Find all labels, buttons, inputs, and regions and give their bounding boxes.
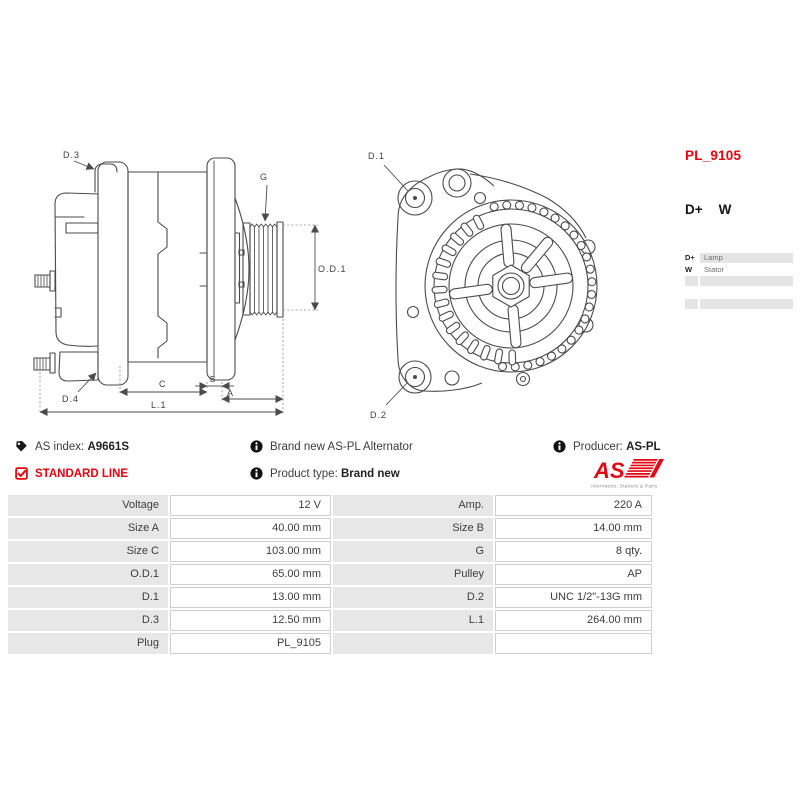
- dim-label-d2: D.2: [370, 410, 388, 420]
- product-type-value: Brand new: [340, 467, 400, 480]
- as-index: [15, 440, 129, 453]
- producer-label: Producer:: [573, 440, 623, 453]
- product-type: [250, 467, 400, 480]
- spec-label: Plug: [8, 633, 168, 654]
- spec-value: 264.00 mm: [495, 610, 652, 631]
- producer-value: AS-PL: [626, 440, 661, 453]
- alternator-side-view-drawing: [24, 136, 354, 436]
- product-description-text: Brand new AS-PL Alternator: [270, 440, 413, 453]
- plug-code: PL_9105: [685, 148, 742, 163]
- spec-label: L.1: [333, 610, 493, 631]
- legend-desc: [700, 299, 793, 309]
- spec-value: AP: [495, 564, 652, 585]
- spec-label: Size C: [8, 541, 168, 562]
- spec-value: 65.00 mm: [170, 564, 331, 585]
- dim-label-l1: L.1: [151, 400, 167, 410]
- spec-label: [333, 633, 493, 654]
- spec-label: O.D.1: [8, 564, 168, 585]
- dimension-lines: [40, 161, 315, 412]
- spec-value: [495, 633, 652, 654]
- spec-value: UNC 1/2"-13G mm: [495, 587, 652, 608]
- spec-value: 40.00 mm: [170, 518, 331, 539]
- tag-icon: [15, 440, 28, 453]
- spec-label: Size A: [8, 518, 168, 539]
- spec-label: D.1: [8, 587, 168, 608]
- legend-term: [685, 288, 698, 298]
- spec-label: Size B: [333, 518, 493, 539]
- dim-label-d4: D.4: [62, 394, 80, 404]
- dim-label-d1: D.1: [368, 151, 386, 161]
- part-summary-column: [685, 148, 795, 309]
- spec-value: PL_9105: [170, 633, 331, 654]
- spec-value: 13.00 mm: [170, 587, 331, 608]
- as-index-label: AS index:: [35, 440, 85, 453]
- terminal-legend-table: [685, 253, 795, 309]
- spec-label: D.2: [333, 587, 493, 608]
- spec-label: Pulley: [333, 564, 493, 585]
- info-icon: [250, 440, 263, 453]
- spec-value: 103.00 mm: [170, 541, 331, 562]
- legend-term: D+: [685, 253, 698, 263]
- terminal-w: W: [718, 202, 732, 217]
- product-description: [250, 440, 413, 453]
- producer-text: [573, 441, 661, 453]
- logo-caption: Alternators, Starters & Parts: [590, 484, 658, 490]
- product-type-text: [270, 468, 400, 480]
- legend-desc: Stator: [700, 265, 793, 275]
- legend-desc: [700, 276, 793, 286]
- logo-stripes: [624, 459, 664, 478]
- dim-label-g: G: [260, 172, 269, 182]
- spec-label: Amp.: [333, 495, 493, 516]
- extension-lines: [40, 225, 318, 414]
- spec-label: G: [333, 541, 493, 562]
- dim-label-a: A: [227, 388, 235, 398]
- terminal-dplus: D+: [685, 202, 703, 217]
- producer: [553, 440, 661, 453]
- dim-label-d3: D.3: [63, 150, 81, 160]
- info-icon: [250, 467, 263, 480]
- legend-term: [685, 276, 698, 286]
- product-type-label: Product type:: [270, 467, 338, 480]
- spec-label: D.3: [8, 610, 168, 631]
- dim-label-od1: O.D.1: [318, 264, 347, 274]
- logo-as-text: AS: [594, 458, 625, 483]
- legend-term: [685, 299, 698, 309]
- spec-value: 8 qty.: [495, 541, 652, 562]
- as-index-text: [35, 441, 129, 453]
- terminal-codes: [685, 202, 795, 217]
- spec-value: 12 V: [170, 495, 331, 516]
- standard-line-badge: [15, 467, 128, 480]
- as-index-value: A9661S: [87, 440, 129, 453]
- spec-table: [8, 495, 652, 654]
- dim-label-b: B: [210, 375, 216, 384]
- alternator-front-view-drawing: [362, 138, 652, 428]
- standard-line-label: STANDARD LINE: [35, 467, 129, 480]
- as-pl-logo: [583, 457, 665, 495]
- info-icon: [553, 440, 566, 453]
- legend-term: W: [685, 265, 698, 275]
- legend-desc: [700, 288, 793, 298]
- checked-checkbox-icon: [15, 467, 28, 480]
- spec-label: Voltage: [8, 495, 168, 516]
- dim-label-c: C: [159, 379, 167, 389]
- legend-desc: Lamp: [700, 253, 793, 263]
- spec-value: 14.00 mm: [495, 518, 652, 539]
- spec-value: 12.50 mm: [170, 610, 331, 631]
- spec-value: 220 A: [495, 495, 652, 516]
